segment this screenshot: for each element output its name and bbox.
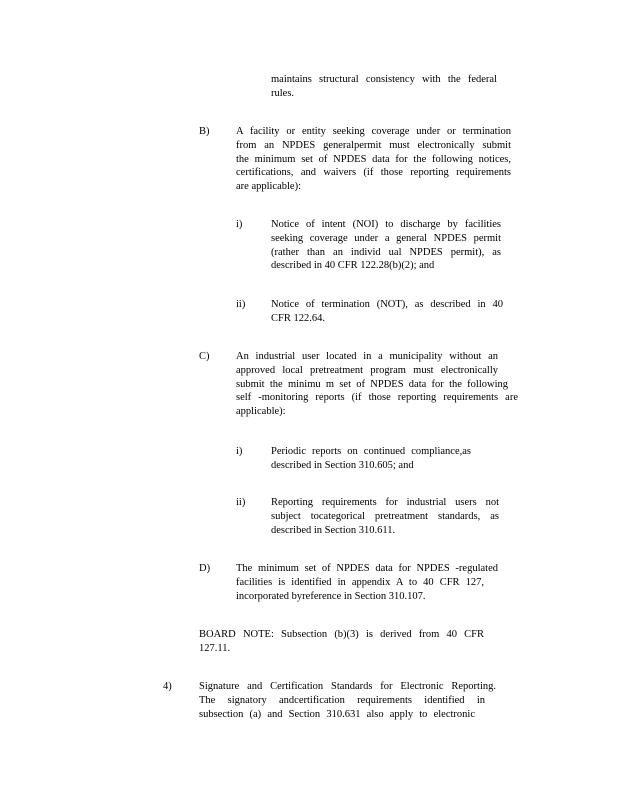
text-line: approved local pretreatment program must electronically — [236, 364, 498, 376]
text-line: rules. — [271, 87, 295, 99]
text-line: facilities is identified in appendix A to 40 CFR 127, — [236, 576, 484, 588]
text-line: are applicable): — [236, 181, 301, 193]
subitem-label-c-i: i) — [236, 446, 243, 457]
text-line: the minimum set of NPDES data for the following notices, — [236, 153, 511, 165]
text-line: The signatory andcertification requirements identified in — [199, 694, 485, 706]
board-note — [199, 628, 484, 656]
text-line: described in 40 CFR 122.28(b)(2); and — [271, 260, 435, 272]
paragraph-b-ii — [271, 298, 503, 326]
text-line: certifications, and waivers (if those reporting requirements — [236, 167, 511, 179]
item-label-d: D) — [199, 563, 211, 574]
text-line: subject tocategorical pretreatment standards, as — [271, 510, 499, 522]
text-line: 127.11. — [199, 642, 231, 654]
subitem-label-b-ii: ii) — [236, 299, 246, 310]
text-line: Notice of intent (NOI) to discharge by facilities — [271, 219, 501, 230]
text-line: Notice of termination (NOT), as described in 40 — [271, 299, 503, 310]
text-line: Periodic reports on continued compliance,as — [271, 446, 471, 457]
item-label-c: C) — [199, 351, 210, 362]
subitem-label-b-i: i) — [236, 219, 243, 230]
item-label-4: 4) — [163, 681, 172, 692]
text-line: subsection (a) and Section 310.631 also apply to electronic — [199, 708, 475, 720]
paragraph-4 — [199, 680, 496, 721]
text-line: self -monitoring reports (if those reporting requirements are — [236, 392, 518, 404]
text-line: A facility or entity seeking coverage under or termination — [236, 126, 511, 137]
text-line: described in Section 310.605; and — [271, 459, 414, 471]
text-line: (rather than an individ ual NPDES permit), as — [271, 246, 501, 258]
text-line: submit the minimu m set of NPDES data for the following — [236, 378, 508, 390]
continuation-paragraph — [271, 73, 497, 101]
subitem-label-c-ii: ii) — [236, 497, 246, 508]
text-line: Signature and Certification Standards for Electronic Reporting. — [199, 681, 496, 692]
paragraph-c — [236, 350, 518, 419]
paragraph-d — [236, 562, 498, 603]
text-line: The minimum set of NPDES data for NPDES -regulated — [236, 563, 498, 574]
text-line: BOARD NOTE: Subsection (b)(3) is derived from 40 CFR — [199, 629, 484, 640]
text-line: from an NPDES generalpermit must electronically submit — [236, 139, 511, 151]
text-line: An industrial user located in a municipality without an — [236, 351, 498, 362]
text-line: incorporated byreference in Section 310.107. — [236, 590, 426, 602]
text-line: maintains structural consistency with the federal — [271, 74, 497, 85]
paragraph-b — [236, 125, 511, 194]
paragraph-c-i — [271, 445, 471, 473]
paragraph-b-i — [271, 218, 501, 273]
text-line: CFR 122.64. — [271, 312, 325, 324]
text-line: applicable): — [236, 406, 286, 418]
text-line: Reporting requirements for industrial users not — [271, 497, 499, 508]
paragraph-c-ii — [271, 496, 499, 537]
item-label-b: B) — [199, 126, 210, 137]
text-line: seeking coverage under a general NPDES permit — [271, 232, 501, 244]
text-line: described in Section 310.611. — [271, 524, 396, 536]
